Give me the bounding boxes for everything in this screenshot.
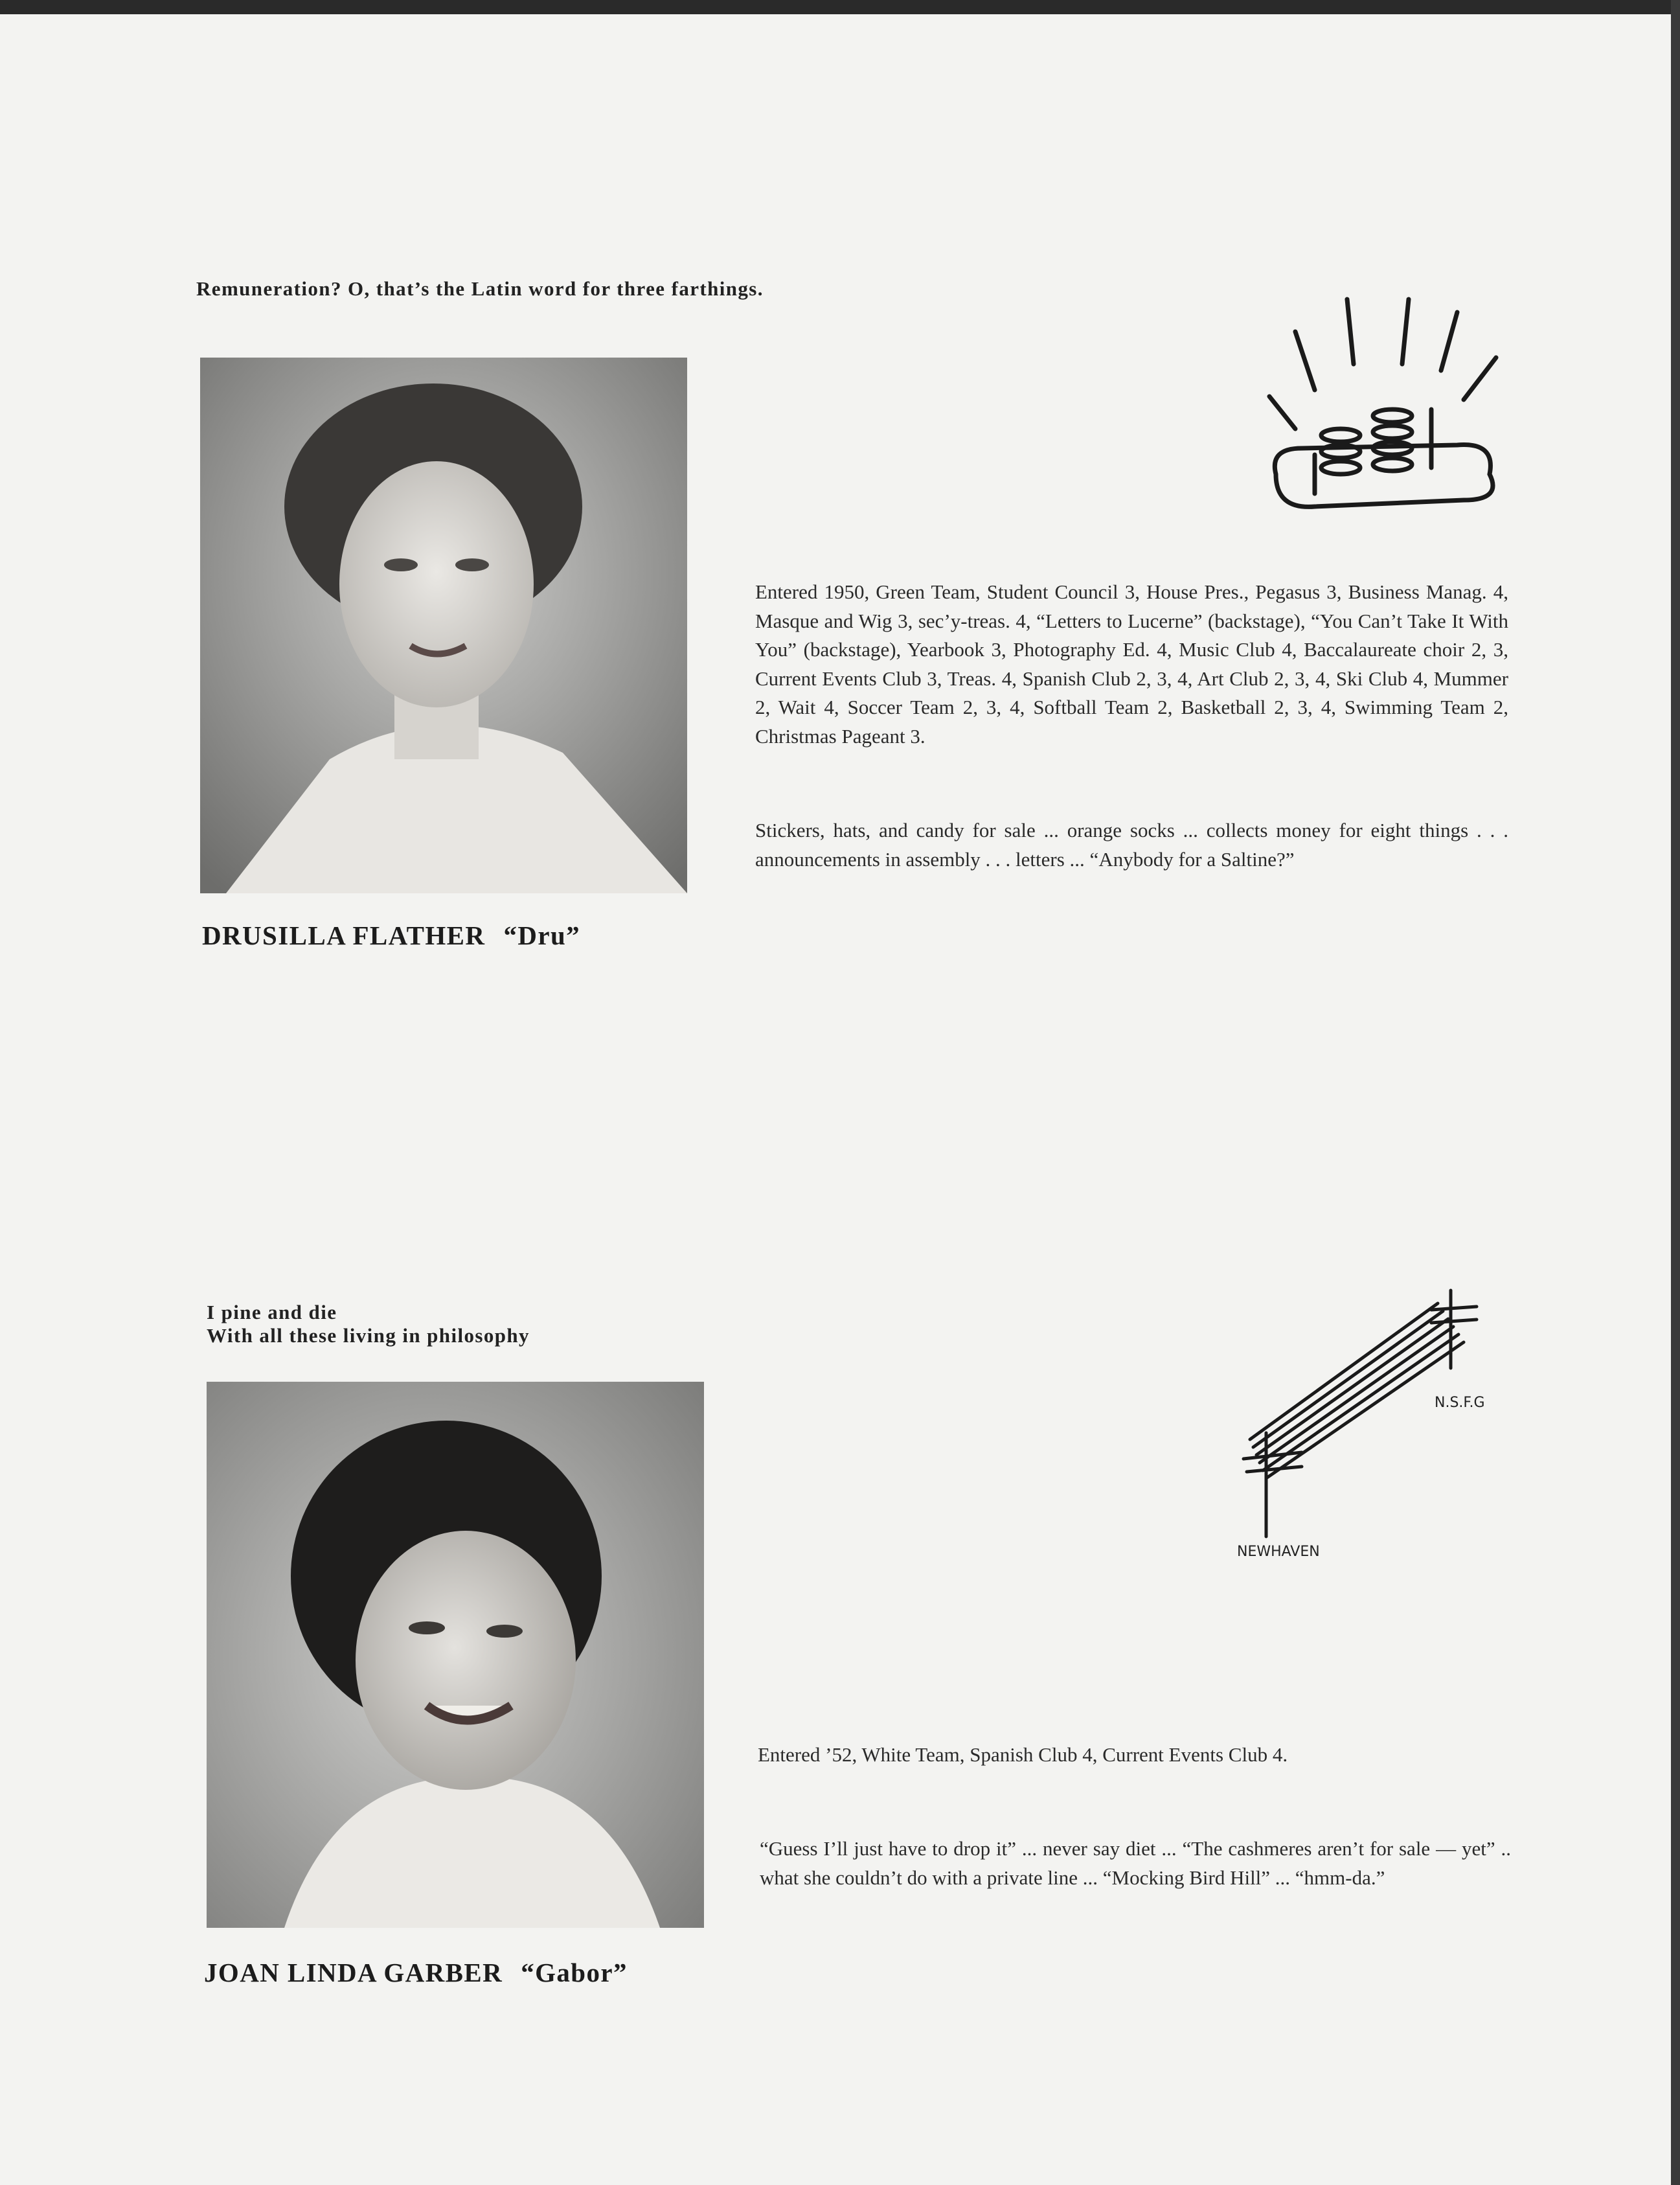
sketch-label: NEWHAVEN	[1237, 1544, 1320, 1560]
page-edge	[1671, 0, 1680, 2185]
quote-line: I pine and die	[207, 1301, 337, 1323]
student-nickname: “Gabor”	[521, 1958, 628, 1987]
entry-description: Stickers, hats, and candy for sale ... orange socks ... collects money for eight things . . . announcements in assembly . . . letters ... “Anybody for a Saltine?”	[755, 819, 1508, 871]
quote-line: With all these living in philosophy	[207, 1324, 530, 1347]
student-full-name: JOAN LINDA GARBER	[204, 1958, 503, 1987]
entry-activities: Entered 1950, Green Team, Student Council 3, House Pres., Pegasus 3, Business Manag. 4, Masque and Wig 3, sec’y-treas. 4, “Letters to Lucerne” (backstage), “You Can’t Take It With You” (backstage), Yearbook 3, Photography Ed. 4, Music Club 4, Baccalaureate choir 2, 3, Current Events Club 3, Treas. 4, Spanish Club 2, 3, 4, Art Club 2, 3, 4, Ski Club 4, Mummer 2, Wait 4, Soccer Team 2, 3, 4, Softball Team 2, Basketball 2, 3, 4, Swimming Team 2, Christmas Pageant 3.	[755, 580, 1508, 748]
entry-activities: Entered ’52, White Team, Spanish Club 4, Current Events Club 4.	[758, 1743, 1288, 1766]
student-nickname: “Dru”	[503, 921, 581, 950]
telephone-line-icon	[1237, 1277, 1509, 1575]
portrait-photo	[200, 358, 687, 893]
yearbook-page	[0, 14, 1671, 2185]
coins-money-icon	[1256, 293, 1515, 552]
portrait-photo	[207, 1382, 704, 1928]
sketch-label: N.S.F.G	[1435, 1395, 1485, 1411]
student-full-name: DRUSILLA FLATHER	[202, 921, 486, 950]
entry-quote	[207, 1301, 530, 1347]
entry-quote: Remuneration? O, that’s the Latin word for three farthings.	[196, 277, 764, 300]
student-name	[204, 1957, 628, 1988]
student-name	[202, 920, 580, 951]
entry-description: “Guess I’ll just have to drop it” ... never say diet ... “The cashmeres aren’t for sale — yet” .. what she couldn’t do with a private line ... “Mocking Bird Hill” ... “hmm-da.”	[760, 1837, 1511, 1889]
